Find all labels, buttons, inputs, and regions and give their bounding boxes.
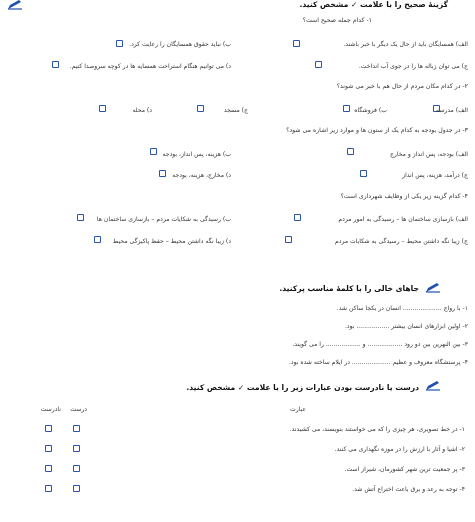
q3-text: ۳- در جدول بودجه به کدام یک از ستون ها و موارد زیر اشاره می شود؟	[286, 127, 468, 134]
section3-title: درست یا نادرست بودن عبارات زیر را با علامت ✓ مشخص کنید.	[186, 383, 419, 392]
tf-item-1-true-checkbox[interactable]	[73, 425, 80, 432]
q4-text: ۴- کدام گزینه زیر یکی از وظایف شهرداری است؟	[340, 193, 468, 200]
tf-item-1-false-checkbox[interactable]	[45, 425, 52, 432]
tf-item-4-true-checkbox[interactable]	[73, 485, 80, 492]
q4-option-d-checkbox[interactable]	[94, 236, 101, 243]
q1-option-b-checkbox[interactable]	[116, 40, 123, 47]
q4-option-b-checkbox[interactable]	[77, 214, 84, 221]
q3-option-d-checkbox[interactable]	[159, 170, 166, 177]
pencil-icon	[425, 282, 441, 294]
q1-option-d-checkbox[interactable]	[52, 61, 59, 68]
section1-title: گزینهٔ صحیح را با علامت ✓ مشخص کنید.	[299, 0, 448, 9]
tf-item-1: ۱- در خط تصویری، هر چیزی را که می خواستند بنویسند، می کشیدند.	[289, 426, 465, 433]
tf-item-3: ۳- پر جمعیت ترین شهر کشورمان، شیراز است.	[344, 466, 465, 473]
q2-option-b-checkbox[interactable]	[343, 105, 350, 112]
pencil-icon	[425, 380, 441, 392]
q3-option-b-checkbox[interactable]	[150, 148, 157, 155]
tf-item-2: ۲- اشیا و آثار با ارزش را در موزه نگهداری می کنند.	[334, 446, 465, 453]
q1-option-c: ج) می توان زباله ها را در جوی آب انداخت.	[358, 63, 468, 70]
q2-option-c: ج) مسجد	[223, 107, 248, 114]
fill-item-3: ۳- بین النهرین بین دو رود .................. و .................. را می گویند.	[292, 341, 468, 348]
q4-option-b: ب) رسیدگی به شکایات مردم – بازسازی ساختمان ها	[96, 216, 231, 223]
q2-text: ۲- در کدام مکان مردم از حال هم با خبر می شوند؟	[336, 83, 468, 90]
q3-option-c: ج) درآمد، هزینه، پس انداز	[402, 172, 468, 179]
q2-option-d: د) محله	[132, 107, 152, 114]
tf-header-statement: عبارت	[289, 406, 306, 413]
q2-option-d-checkbox[interactable]	[99, 105, 106, 112]
tf-item-4-false-checkbox[interactable]	[45, 485, 52, 492]
q3-option-b: ب) هزینه، پس انداز، بودجه	[162, 151, 231, 158]
tf-header-true: درست	[70, 406, 87, 413]
q4-option-a-checkbox[interactable]	[294, 214, 301, 221]
fill-item-2: ۲- اولین ابزارهای انسان بیشتر ................. بود.	[344, 323, 468, 330]
q1-option-c-checkbox[interactable]	[315, 61, 322, 68]
fill-item-1: ۱- با رواج .................... انسان در یکجا ساکن شد.	[336, 305, 468, 312]
tf-item-3-false-checkbox[interactable]	[45, 465, 52, 472]
q2-option-c-checkbox[interactable]	[197, 105, 204, 112]
q3-option-a: الف) بودجه، پس انداز و مخارج	[389, 151, 468, 158]
section2-title: جاهای خالی را با کلمهٔ مناسب پرکنید.	[279, 284, 419, 293]
tf-item-2-true-checkbox[interactable]	[73, 445, 80, 452]
q4-option-c: ج) زیبا نگه داشتن محیط – رسیدگی به شکایات مردم	[334, 238, 468, 245]
q1-text: ۱- کدام جمله صحیح است؟	[302, 17, 372, 24]
q2-option-a: الف) مدرسه	[436, 107, 468, 114]
q3-option-d: د) مخارج، هزینه، بودجه	[172, 172, 231, 179]
fill-item-4: ۴- پرستشگاه معروف و عظیم .................... در ایلام ساخته شده بود.	[288, 359, 468, 366]
q1-option-d: د) می توانیم هنگام استراحت همسایه ها در کوچه سروصدا کنیم.	[69, 63, 231, 70]
tf-item-4: ۴- توجه به رعد و برق باعث اختراع آتش شد.	[352, 486, 465, 493]
q2-option-b: ب) فروشگاه	[354, 107, 387, 114]
q4-option-a: الف) بازسازی ساختمان ها – رسیدگی به امور مردم	[338, 216, 468, 223]
q1-option-a: الف) همسایگان باید از حال یک دیگر با خبر باشند.	[343, 41, 468, 48]
q4-option-d: د) زیبا نگه داشتن محیط – حفظ پاکیزگی محیط	[112, 238, 231, 245]
q3-option-c-checkbox[interactable]	[360, 170, 367, 177]
pencil-icon	[7, 0, 23, 11]
q3-option-a-checkbox[interactable]	[347, 148, 354, 155]
q4-option-c-checkbox[interactable]	[285, 236, 292, 243]
tf-item-2-false-checkbox[interactable]	[45, 445, 52, 452]
tf-header-false: نادرست	[40, 406, 61, 413]
q1-option-a-checkbox[interactable]	[293, 40, 300, 47]
q1-option-b: ب) نباید حقوق همسایگان را رعایت کرد.	[129, 41, 231, 48]
tf-item-3-true-checkbox[interactable]	[73, 465, 80, 472]
